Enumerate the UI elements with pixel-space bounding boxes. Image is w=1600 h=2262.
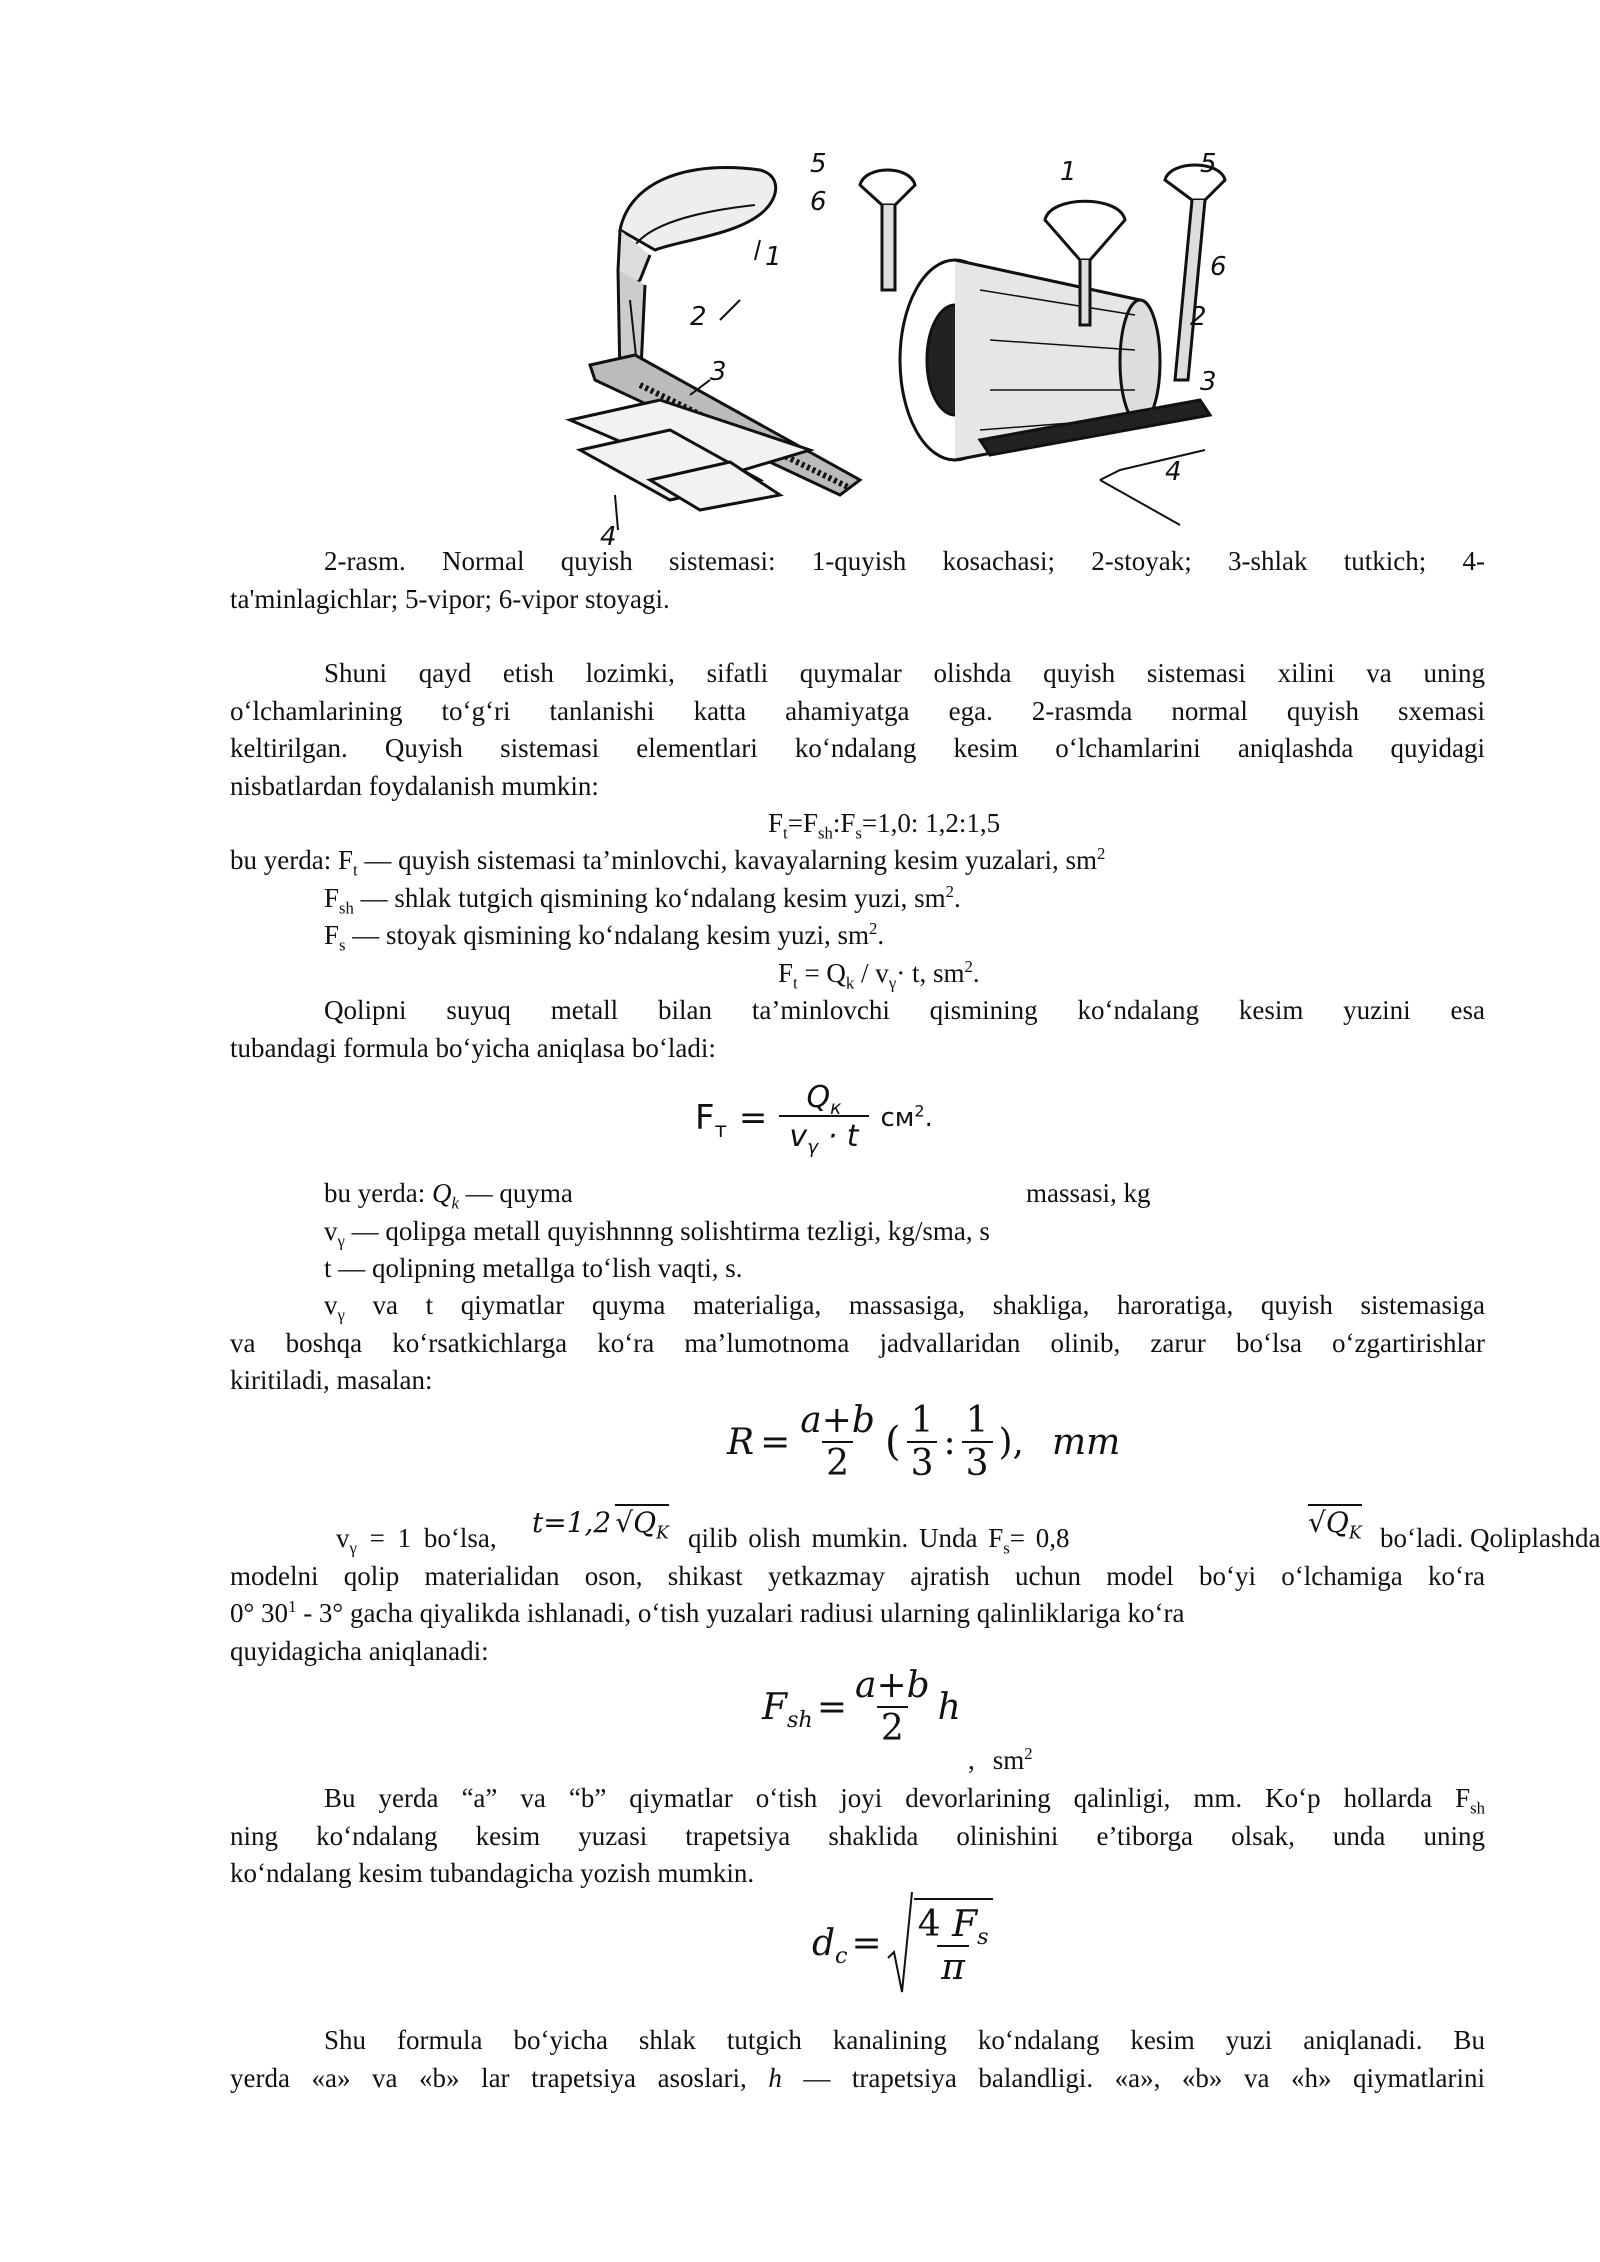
p3-line-3: kiritiladi, masalan: xyxy=(230,1365,433,1395)
paragraph-5 xyxy=(230,1780,1485,1893)
paragraph-3 xyxy=(230,1287,1485,1400)
r-frac-1: $\frac{1}{3}$ xyxy=(907,1400,938,1484)
ratio-t-sub: t xyxy=(783,823,788,843)
p5-line-2: ning ko‘ndalang kesim yuzasi trapetsiya shaklida olinishini e’tiborga olsak, unda uning xyxy=(230,1820,1485,1851)
p4-line-3: 0° $30^1 - 3^\circ$ gacha qiyalikda ishlanadi, o‘tish yuzalari radiusi ularning qalinliklariga ko‘ra xyxy=(230,1597,1185,1628)
r-colon: : xyxy=(943,1421,956,1463)
dc-frac: $\frac{4 F_s}{\pi}$ xyxy=(914,1898,993,1988)
p1-line-2: o‘lchamlarining to‘g‘ri tanlanishi katta ahamiyatga ega. 2-rasmda normal quyish sxemasi xyxy=(230,695,1485,726)
r-frac-ab: $\frac{a+b}{2}$ xyxy=(800,1400,875,1484)
callout-1b: 1 xyxy=(1060,157,1077,187)
fsh-lhs: $F_{sh}$ xyxy=(762,1686,813,1733)
callout-4: 4 xyxy=(600,522,617,550)
sqrt-sign xyxy=(886,1888,914,1998)
callout-4b: 4 xyxy=(1165,457,1182,487)
ratio-f: F xyxy=(768,808,784,838)
ft-fraction: $\frac{Q_к}{v_\gamma \cdot t}$ xyxy=(779,1080,868,1156)
ratio-sh-sub: sh xyxy=(817,823,833,843)
p5-line-3: ko‘ndalang kesim tubandagicha yozish mumkin. xyxy=(230,1858,755,1888)
ft-eq: = xyxy=(738,1098,768,1138)
r-open-paren: ( xyxy=(884,1419,901,1465)
ft-lhs: $F_т$ xyxy=(695,1098,727,1142)
formula-ft-display xyxy=(695,1080,933,1156)
fsh-h: h xyxy=(937,1686,961,1728)
p1-line-4: nisbatlardan foydalanish mumkin: xyxy=(230,770,599,801)
p3-line-2: va boshqa ko‘rsatkichlarga ko‘ra ma’lumotnoma jadvallaridan olinib, zarur bo‘lsa o‘zgartirishlar xyxy=(230,1327,1485,1358)
dc-eq: = xyxy=(851,1922,882,1964)
p4-line-4: quyidagicha aniqlanadi: xyxy=(230,1635,489,1666)
p6-line-2: yerda «a» va «b» lar trapetsiya asoslari, h — trapetsiya balandligi. «a», «b» va «h» qiymatlarini xyxy=(230,2062,1485,2093)
def-ft: bu yerda: $F_t$ — quyish sistemasi ta’minlovchi, kavayalarning kesim yuzalari, $sm^2$ xyxy=(230,844,1106,880)
formula-dc xyxy=(812,1888,993,1998)
callout-6b: 6 xyxy=(1210,252,1227,282)
p1-line-1: Shuni qayd etish lozimki, sifatli quymalar olishda quyish sistemasi xilini va uning xyxy=(324,658,1485,688)
gating-system-figure xyxy=(560,150,1250,550)
p4-line-1: $v_\gamma = 1$ bo‘lsa, t=1,2 $√Q_K$ qilib olish mumkin. Unda $F_s= 0,8$ $√Q_K$ bo‘ladi. Qoliplashda xyxy=(336,1506,1600,1558)
callout-6: 6 xyxy=(810,187,827,217)
p2-line-1: Qolipni suyuq metall bilan ta’minlovchi qismining ko‘ndalang kesim yuzini esa xyxy=(324,995,1485,1025)
callout-2: 2 xyxy=(690,302,707,332)
p4-line-2: modelni qolip materialidan oson, shikast yetkazmay ajratish uchun model bo‘yi o‘lchamiga ko‘ra xyxy=(230,1560,1485,1591)
ft-unit: $см^2$. xyxy=(880,1101,933,1133)
callout-3b: 3 xyxy=(1200,367,1217,397)
def-vy: $v_\gamma$ — qolipga metall quyishnnng solishtirma tezligi, kg/sma, s xyxy=(324,1215,990,1250)
p5-line-1: Bu yerda “a” va “b” qiymatlar o‘tish joyi devorlarining qalinligi, mm. Ko‘p hollarda $F_{sh}$ xyxy=(324,1783,1485,1818)
paragraph-1 xyxy=(230,655,1485,805)
r-close: ), xyxy=(998,1421,1025,1463)
p1-line-3: keltirilgan. Quyish sistemasi elementlari ko‘ndalang kesim o‘lchamlarini aniqlashda quyidagi xyxy=(230,733,1485,763)
definitions-1 xyxy=(230,842,1485,955)
def-fsh: $F_{sh}$ — shlak tutgich qismining ko‘ndalang kesim yuzi, $sm^2$. xyxy=(324,881,961,917)
callout-5: 5 xyxy=(810,150,827,179)
def-fs: $F_s$ — stoyak qismining ko‘ndalang kesim yuzi, $sm^2$. xyxy=(324,919,885,955)
fsh-unit: , $sm^2$ xyxy=(968,1744,1033,1775)
fsh-frac: $\frac{a+b}{2}$ xyxy=(854,1665,930,1749)
dc-lhs: $d_c$ xyxy=(812,1922,848,1969)
r-frac-2: $\frac{1}{3}$ xyxy=(962,1400,993,1484)
paragraph-6 xyxy=(230,2022,1485,2097)
formula-ft-inline: $F_t = Q_k / v_\gamma\cdot t$, $sm^2$. xyxy=(778,957,980,993)
caption-line-2: ta'minlagichlar; 5-vipor; 6-vipor stoyagi. xyxy=(230,583,670,614)
formula-fsh xyxy=(762,1665,961,1749)
caption-line-1: 2-rasm. Normal quyish sistemasi: 1-quyish kosachasi; 2-stoyak; 3-shlak tutkich; 4- xyxy=(324,546,1485,576)
p3-line-1: $v_\gamma$ va t qiymatlar quyma materialiga, massasiga, shakliga, haroratiga, quyish sistemasiga xyxy=(324,1290,1485,1325)
definitions-2 xyxy=(324,1175,1485,1288)
figure-caption xyxy=(230,543,1485,618)
ratio-values: =1,0: 1,2:1,5 xyxy=(861,808,1001,838)
ratio-line xyxy=(768,805,1000,843)
fsh-eq: = xyxy=(816,1686,847,1728)
callout-2b: 2 xyxy=(1190,302,1207,332)
ratio-s-sub: s xyxy=(855,823,862,843)
callout-1: 1 xyxy=(765,242,782,272)
p6-line-1: Shu formula bo‘yicha shlak tutgich kanalining ko‘ndalang kesim yuzi aniqlanadi. Bu xyxy=(324,2025,1485,2055)
callout-3: 3 xyxy=(710,357,727,387)
left-gating-drawing xyxy=(570,168,860,531)
paragraph-2 xyxy=(230,992,1485,1067)
def-qk: bu yerda: $Q_k$ — quyma massasi, kg xyxy=(324,1178,1151,1213)
callout-5b: 5 xyxy=(1200,150,1217,179)
r-eq: = xyxy=(760,1421,791,1463)
p2-line-2: tubandagi formula bo‘yicha aniqlasa bo‘ladi: xyxy=(230,1032,716,1063)
formula-r xyxy=(727,1400,1120,1484)
ratio-colon: :F xyxy=(832,808,856,838)
ratio-eq: =F xyxy=(787,808,818,838)
paragraph-4 xyxy=(230,1506,1600,1670)
r-unit: mm xyxy=(1052,1421,1121,1463)
def-t: t — qolipning metallga to‘lish vaqti, s. xyxy=(324,1253,743,1283)
r-symbol: R xyxy=(727,1421,755,1463)
